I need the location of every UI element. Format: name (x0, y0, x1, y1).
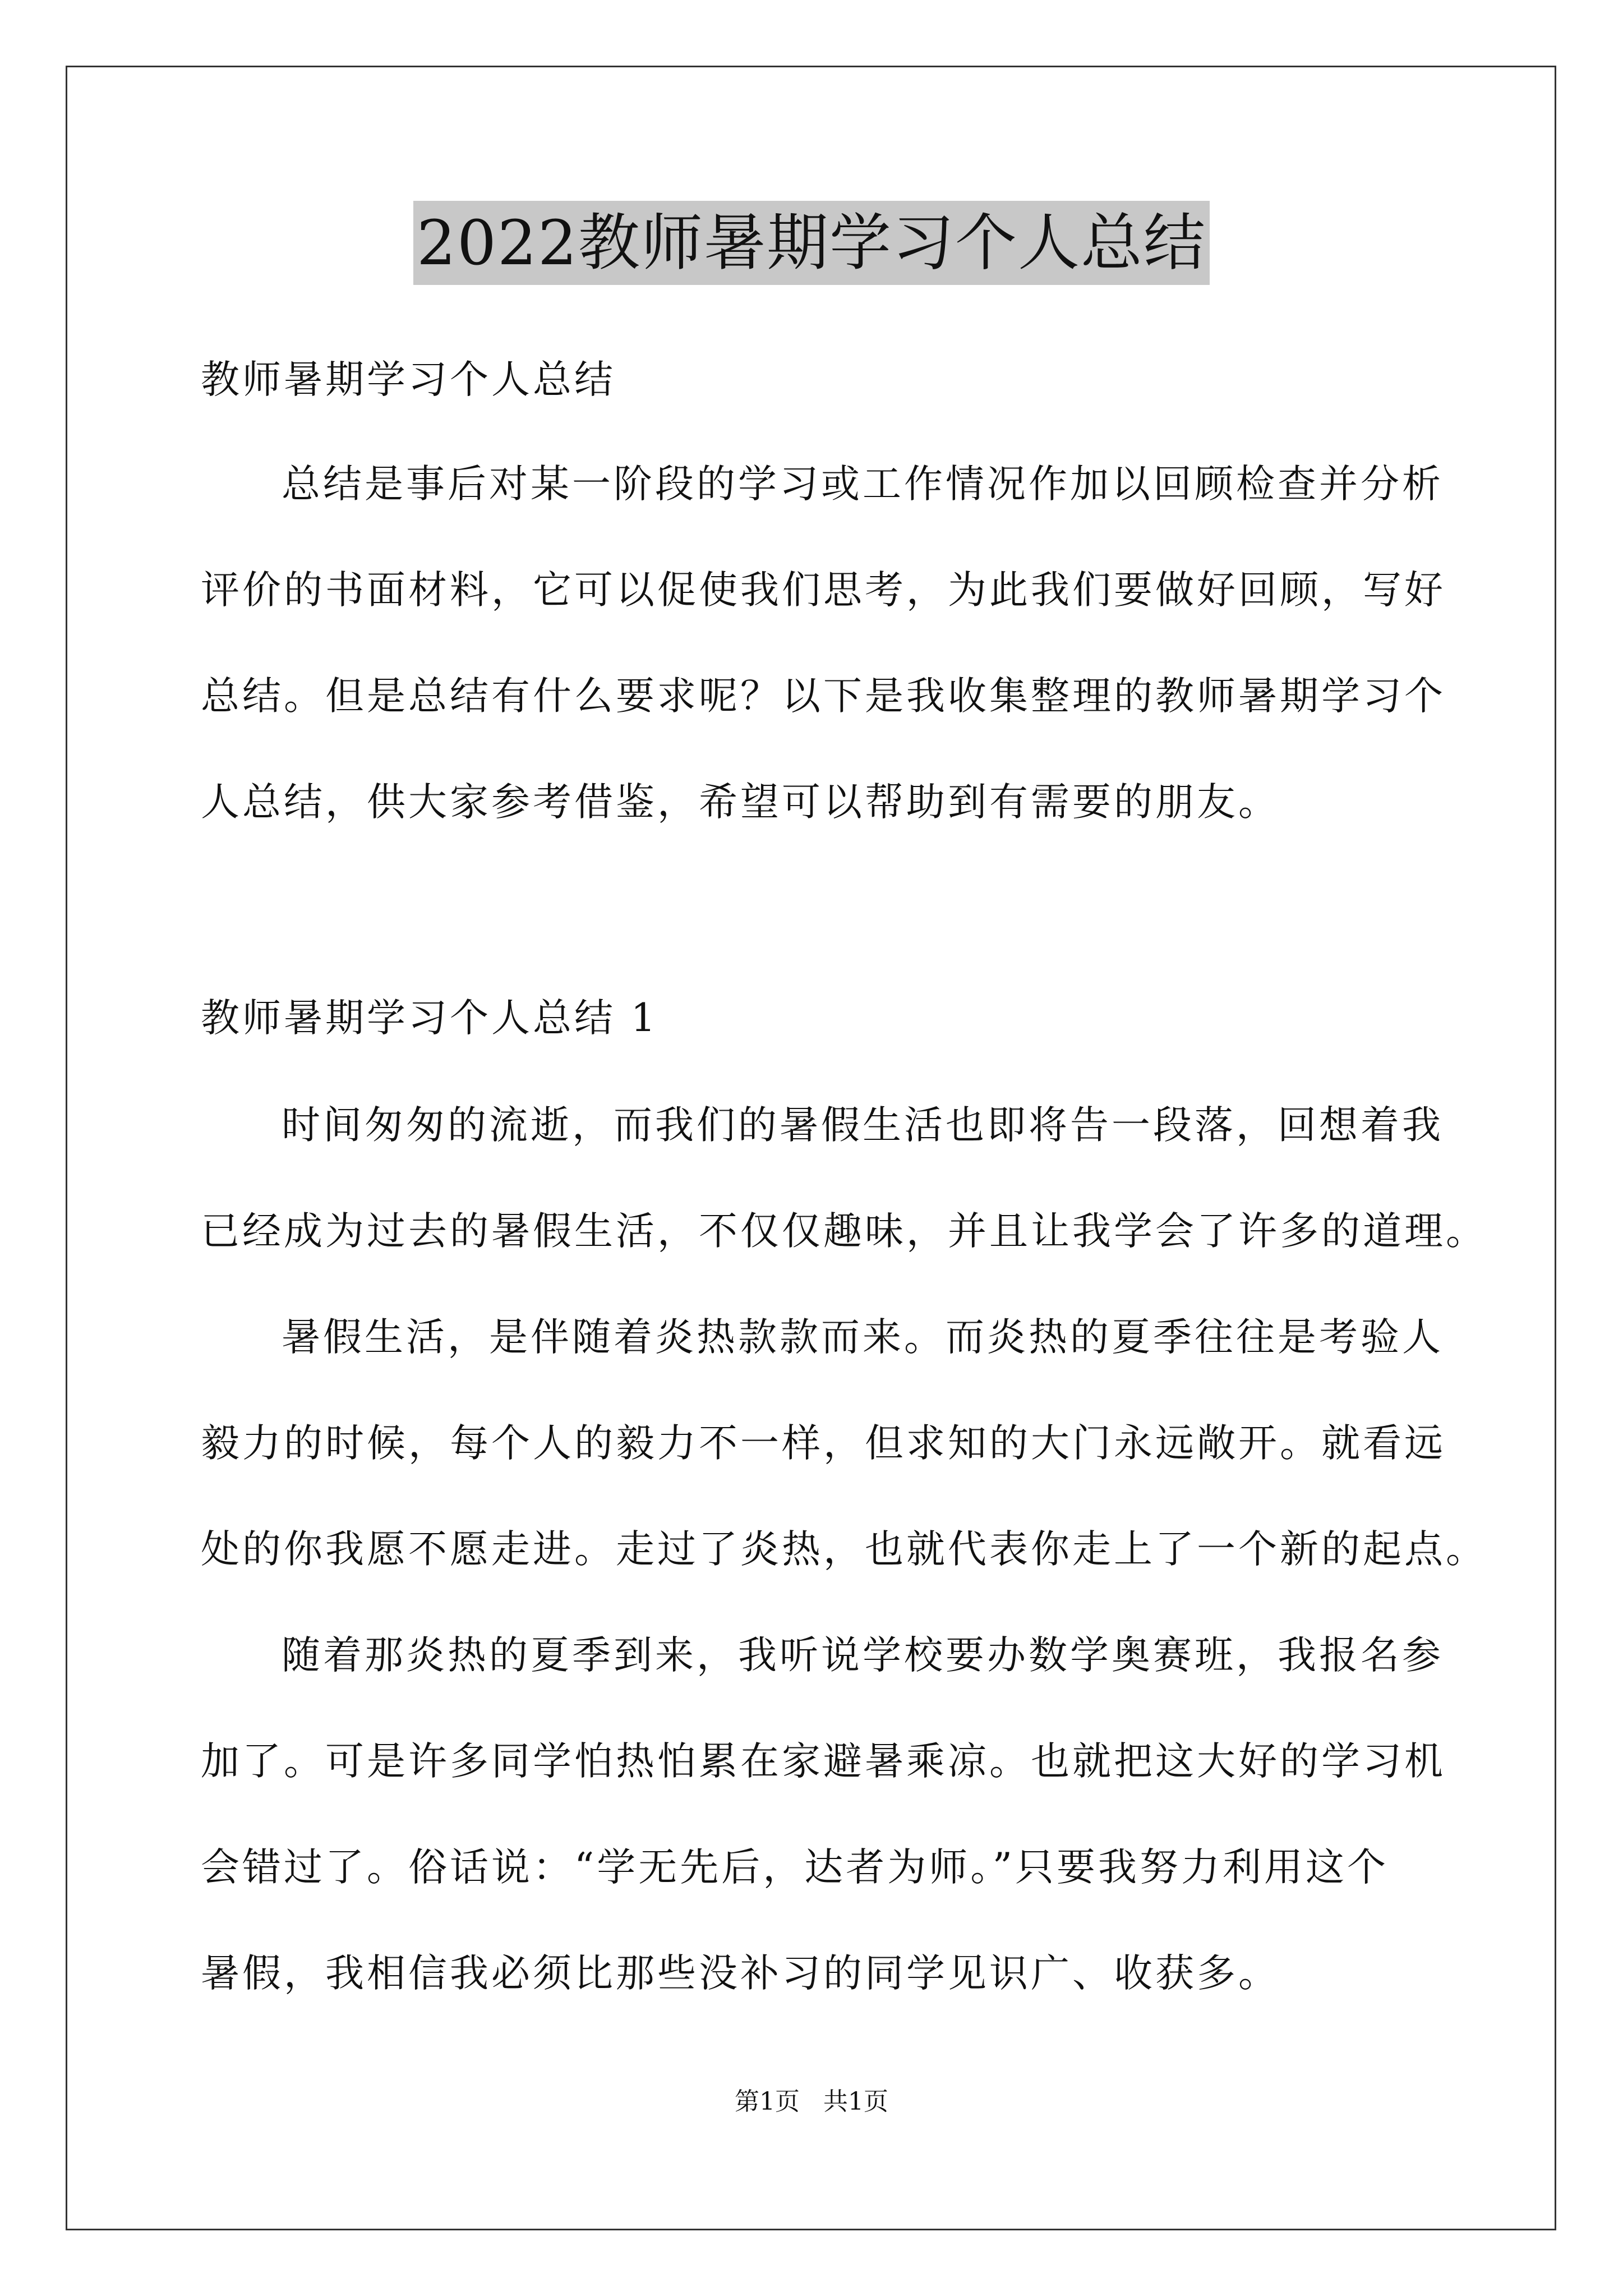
paragraph-line: 处的你我愿不愿走进。走过了炎热，也就代表你走上了一个新的起点。 (201, 1527, 1487, 1572)
intro-line: 总结。但是总结有什么要求呢？以下是我收集整理的教师暑期学习个 (201, 674, 1446, 719)
page-total: 共1页 (823, 2087, 888, 2116)
subtitle: 教师暑期学习个人总结 (201, 357, 616, 402)
intro-line: 人总结，供大家参考借鉴，希望可以帮助到有需要的朋友。 (201, 780, 1280, 825)
section-heading: 教师暑期学习个人总结 1 (201, 996, 658, 1041)
intro-line: 评价的书面材料，它可以促使我们思考，为此我们要做好回顾，写好 (201, 568, 1446, 613)
paragraph-line: 暑假，我相信我必须比那些没补习的同学见识广、收获多。 (201, 1951, 1280, 1996)
paragraph-line: 毅力的时候，每个人的毅力不一样，但求知的大门永远敞开。就看远 (201, 1421, 1446, 1466)
paragraph-line: 已经成为过去的暑假生活，不仅仅趣味，并且让我学会了许多的道理。 (201, 1209, 1487, 1254)
paragraph-line: 暑假生活，是伴随着炎热款款而来。而炎热的夏季往往是考验人 (282, 1315, 1444, 1360)
paragraph-line: 随着那炎热的夏季到来，我听说学校要办数学奥赛班，我报名参 (282, 1633, 1444, 1678)
title-container (0, 201, 1623, 285)
page-footer (0, 2085, 1623, 2119)
paragraph-line: 加了。可是许多同学怕热怕累在家避暑乘凉。也就把这大好的学习机 (201, 1739, 1446, 1784)
page-number: 第1页 (735, 2087, 800, 2116)
document-title: 2022教师暑期学习个人总结 (413, 201, 1210, 285)
intro-line: 总结是事后对某一阶段的学习或工作情况作加以回顾检查并分析 (282, 462, 1444, 507)
paragraph-line: 时间匆匆的流逝，而我们的暑假生活也即将告一段落，回想着我 (282, 1103, 1444, 1148)
paragraph-line: 会错过了。俗话说：“学无先后，达者为师。”只要我努力利用这个 (201, 1845, 1389, 1890)
